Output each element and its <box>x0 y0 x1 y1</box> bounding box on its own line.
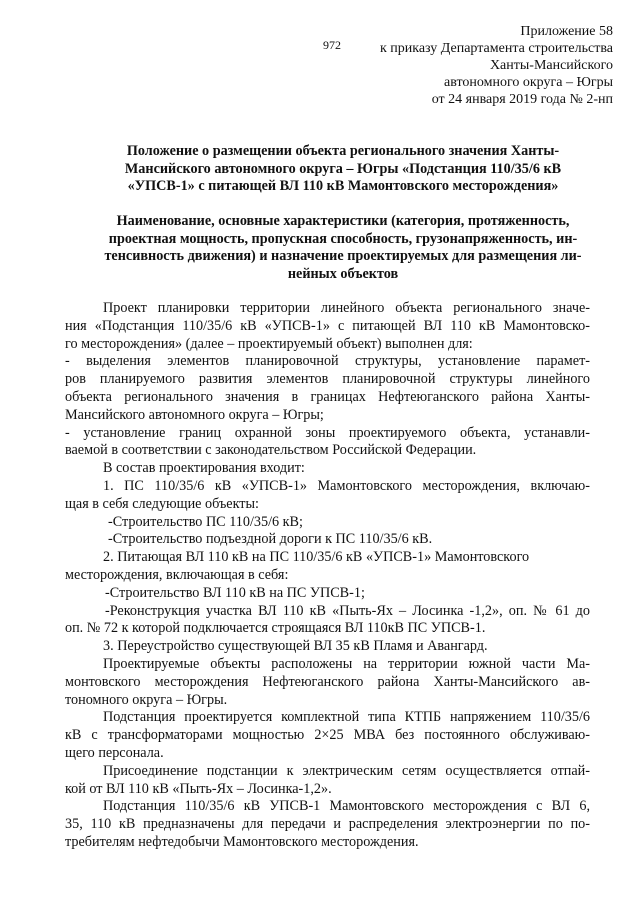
body-line: кВ с трансформаторами мощностью 2×25 МВА без постоянного обслуживаю- <box>65 727 590 744</box>
body-line: объекта регионального значения в границах Нефтеюганского района Ханты- <box>65 388 590 405</box>
body-line: Подстанция 110/35/6 кВ УПСВ-1 Мамонтовского месторождения с ВЛ 6, <box>103 798 590 815</box>
page-number: 972 <box>323 38 341 52</box>
body-line: щая в себя следующие объекты: <box>65 495 259 512</box>
body-line: тономного округа – Югры. <box>65 691 228 708</box>
appendix-line: Приложение 58 <box>520 24 613 39</box>
body-text <box>65 300 590 852</box>
body-line: требителям нефтедобычи Мамонтовского месторождения. <box>65 833 419 850</box>
body-line: ров планируемого развития элементов планировочной структуры линейного <box>65 371 590 388</box>
body-line: оп. № 72 к которой подключается строящаяся ВЛ 110кВ ПС УПСВ-1. <box>65 620 486 637</box>
body-line: 2. Питающая ВЛ 110 кВ на ПС 110/35/6 кВ «УПСВ-1» Мамонтовского <box>103 549 530 566</box>
body-line: -Строительство ПС 110/35/6 кВ; <box>108 513 303 530</box>
section-heading-line: нейных объектов <box>287 265 399 282</box>
body-line: Присоединение подстанции к электрическим сетям осуществляется отпай- <box>103 762 590 779</box>
body-line: монтовского месторождения Нефтеюганского района Ханты-Мансийского ав- <box>65 673 590 690</box>
title-line: Мансийского автономного округа – Югры «Подстанция 110/35/6 кВ <box>124 160 562 177</box>
body-line: Подстанция проектируется комплектной типа КТПБ напряжением 110/35/6 <box>103 709 590 726</box>
title-line: «УПСВ-1» с питающей ВЛ 110 кВ Мамонтовского месторождения» <box>127 178 559 194</box>
section-heading-line: Наименование, основные характеристики (категория, протяженность, <box>116 213 570 229</box>
body-line: -Строительство подъездной дороги к ПС 110/35/6 кВ. <box>108 531 433 548</box>
appendix-line: Ханты-Мансийского <box>489 58 613 73</box>
body-line: ния «Подстанция 110/35/6 кВ «УПСВ-1» с питающей ВЛ 110 кВ Мамонтовско- <box>65 317 590 334</box>
body-line: ваемой в соответствии с законодательством Российской Федерации. <box>65 442 477 459</box>
body-line: Проектируемые объекты расположены на территории южной части Ма- <box>103 655 590 672</box>
body-line: -Реконструкция участка ВЛ 110 кВ «Пыть-Ях – Лосинка -1,2», оп. № 61 до <box>105 602 590 619</box>
body-line: 3. Переустройство существующей ВЛ 35 кВ Пламя и Авангард. <box>103 638 488 655</box>
body-line: -Строительство ВЛ 110 кВ на ПС УПСВ-1; <box>105 584 365 601</box>
body-line: кой от ВЛ 110 кВ «Пыть-Ях – Лосинка-1,2». <box>65 780 332 797</box>
section-heading <box>92 213 594 283</box>
body-line: щего персонала. <box>65 744 164 761</box>
body-line: Мансийского автономного округа – Югры; <box>65 406 324 423</box>
appendix-line: к приказу Департамента строительства <box>379 41 613 56</box>
body-line: - установление границ охранной зоны проектируемого объекта, устанавли- <box>65 424 590 441</box>
section-heading-line: тенсивность движения) и назначение проектируемых для размещения ли- <box>104 248 582 264</box>
body-line: Проект планировки территории линейного объекта регионального значе- <box>103 300 590 316</box>
document-title <box>92 143 594 196</box>
appendix-line: от 24 января 2019 года № 2-нп <box>431 92 613 107</box>
appendix-line: автономного округа – Югры <box>444 75 613 90</box>
section-heading-line: проектная мощность, пропускная способность, грузонапряженность, ин- <box>108 230 578 247</box>
body-line: В состав проектирования входит: <box>103 460 305 477</box>
body-line: 35, 110 кВ предназначены для передачи и распределения электроэнергии по по- <box>65 816 590 833</box>
appendix-block <box>380 23 613 108</box>
body-line: - выделения элементов планировочной структуры, установление парамет- <box>65 353 590 370</box>
body-line: месторождения, включающая в себя: <box>65 566 289 583</box>
title-line: Положение о размещении объекта регионального значения Ханты- <box>126 143 560 159</box>
body-line: 1. ПС 110/35/6 кВ «УПСВ-1» Мамонтовского месторождения, включаю- <box>103 477 590 494</box>
body-line: го месторождения» (далее – проектируемый объект) выполнен для: <box>65 335 473 352</box>
